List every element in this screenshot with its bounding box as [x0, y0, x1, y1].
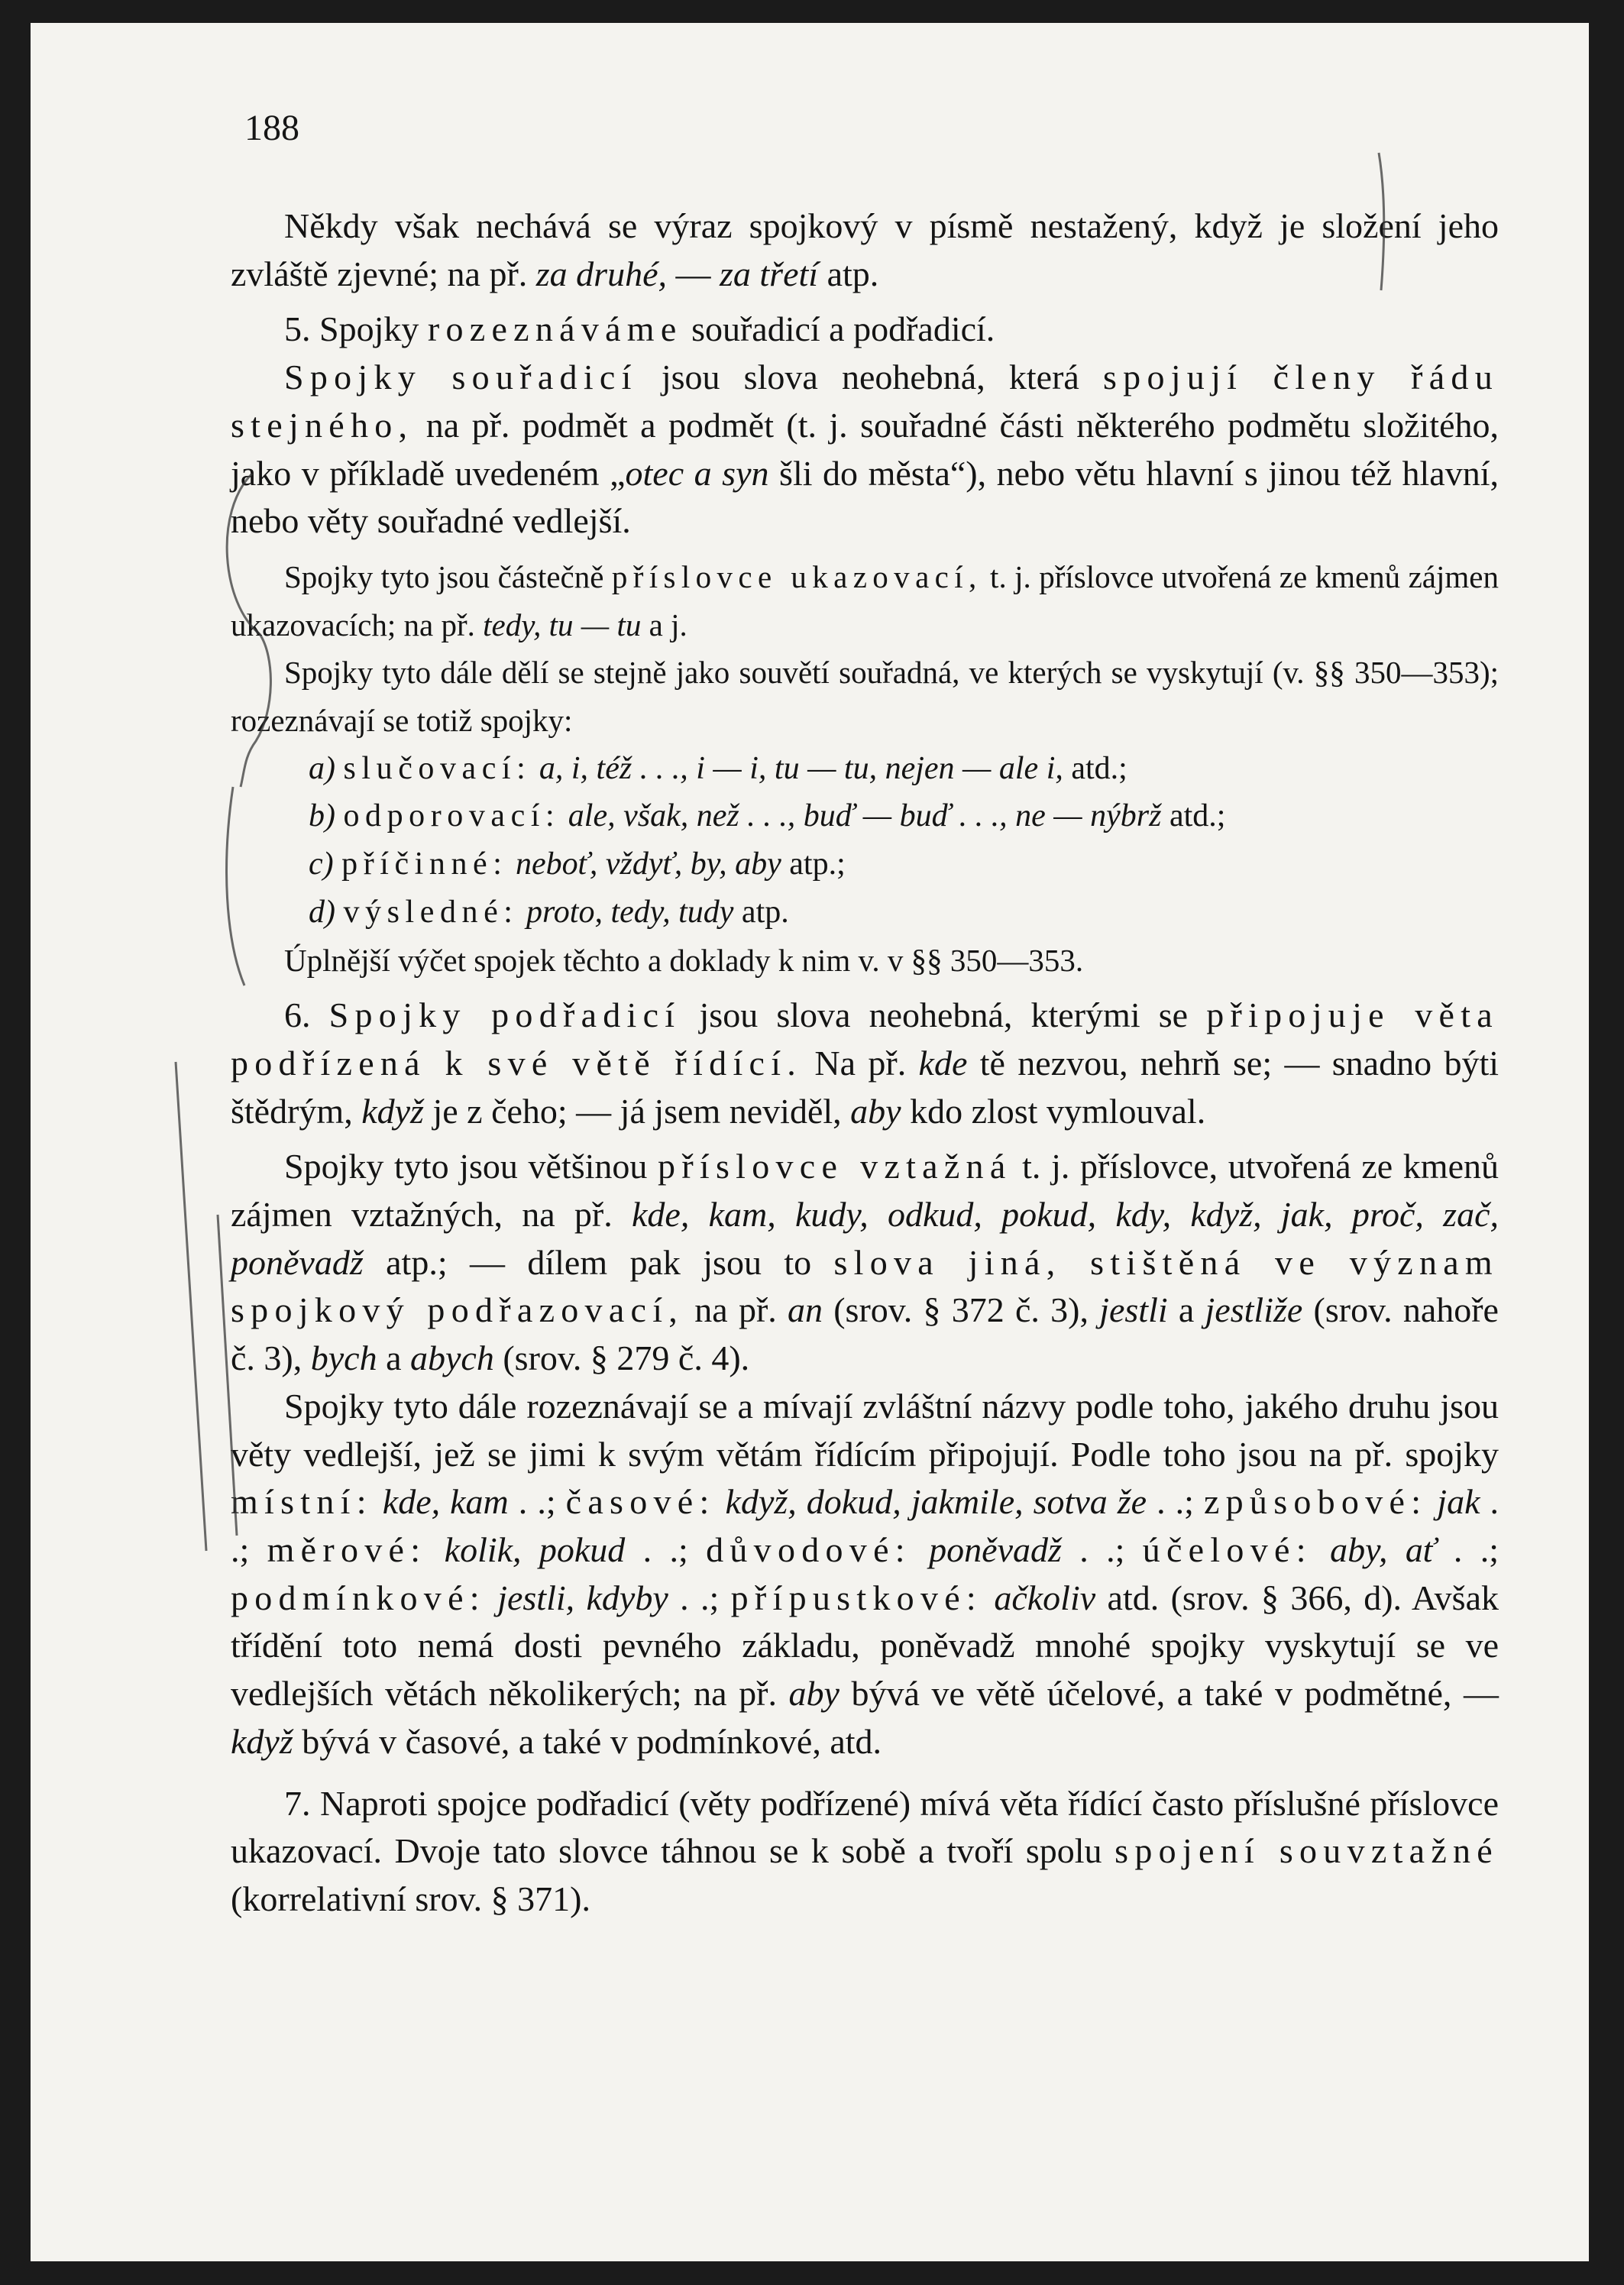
s5-p2-text-b: t. j. příslovce utvořená ze kmenů zájmen ukazovacích; na př. [231, 558, 1499, 642]
s5-p2-text-a: Spojky tyto jsou částečně [284, 558, 612, 594]
s6-p2-example-bych: bych [310, 1338, 377, 1378]
list-examples: ale, však, než . . ., buď — buď . . ., ne — nýbrž [568, 798, 1162, 834]
list-examples: proto, tedy, tudy [526, 894, 734, 930]
s6-text-c: Na př. [802, 1043, 919, 1083]
s5-term-coordinating: Spojky souřadicí [284, 358, 638, 397]
s6-text-e: je z čeho; — já jsem neviděl, [423, 1091, 851, 1131]
kind-purpose: účelové: [1142, 1529, 1312, 1569]
kind-separator: . .; [1061, 1529, 1143, 1569]
kind-place: místní: [231, 1482, 373, 1522]
section-7-paragraph [231, 1780, 1499, 1924]
pencil-stroke-margin [176, 1062, 206, 1551]
list-item [231, 840, 1499, 888]
s5-title-spaced: rozeznáváme [427, 309, 683, 349]
section-5-heading [231, 306, 1499, 354]
s6-p2-example-jestlize: jestliže [1205, 1290, 1303, 1330]
conjunction-list [231, 745, 1499, 937]
list-item [231, 792, 1499, 840]
s6-example-3: aby [850, 1091, 901, 1131]
kind-separator: . .; [668, 1578, 731, 1617]
s6-p2-text-a: Spojky tyto jsou většinou [284, 1147, 658, 1186]
kind-reason-examples: poněvadž [911, 1529, 1062, 1569]
s6-number: 6. [284, 995, 329, 1035]
intro-example-1: za druhé, [535, 254, 667, 293]
list-tail: atp. [733, 894, 789, 930]
s6-p2-text-e: (srov. § 372 č. 3), [823, 1290, 1100, 1330]
s5-p1-spaced: spojují členy řádu stejného, [231, 358, 1499, 445]
s6-p2-examples: kde, kam, kudy, odkud, pokud, kdy, když, jak, proč, zač, poněvadž [231, 1195, 1499, 1282]
kind-concession-examples: ačkoliv [982, 1578, 1096, 1617]
list-label: c) [309, 846, 334, 882]
s7-text-b: (korrelativní srov. § 371). [231, 1879, 590, 1918]
section-5-paragraph-3: Spojky tyto dále dělí se stejně jako souvětí souřadná, ve kterých se vyskytují (v. §§ 350—353); rozeznávají se totiž spojky: [231, 655, 1499, 739]
kind-reason: důvodové: [706, 1529, 911, 1569]
intro-text: Někdy však nechává se výraz spojkový v písmě nestažený, když je složení jeho zvláště zjevné; na př. [231, 206, 1499, 293]
list-label: a) [309, 750, 335, 786]
kind-condition-examples: jestli, kdyby [485, 1578, 668, 1617]
kind-time: časové: [565, 1482, 716, 1522]
s6-p3-example-kdyz: když [231, 1721, 293, 1761]
s5-p1-text-a: jsou slova neohebná, která [637, 358, 1103, 397]
s6-p2-text-b: t. j. příslovce, utvořená ze kmenů zájmen vztažných, na př. [231, 1147, 1499, 1235]
s6-p2-example-abych: abych [410, 1338, 494, 1378]
section-6-paragraph-2 [231, 1143, 1499, 1383]
s6-spaced-2: připojuje věta podřízená k své větě řídící. [231, 995, 1499, 1083]
kind-separator: . .; [1147, 1482, 1204, 1522]
kind-condition: podmínkové: [231, 1578, 486, 1617]
s6-p2-spaced-2: slova jiná, stištěná ve význam spojkový podřazovací, [231, 1242, 1499, 1330]
s6-text-d: tě nezvou, nehrň se; — snadno býti štědrým, [231, 1043, 1499, 1131]
s6-text-f: kdo zlost vymlouval. [901, 1091, 1206, 1131]
section-5-paragraph-1 [231, 354, 1499, 545]
intro-example-2: za třetí [720, 254, 819, 293]
list-tail: atd.; [1161, 798, 1226, 834]
page-body [231, 202, 1499, 1924]
section-5-paragraph-4: Úplnější výčet spojek těchto a doklady k nim v. v §§ 350—353. [284, 942, 1084, 978]
s6-p3-text-b: atd. (srov. § 366, d). Avšak třídění toto nemá dosti pevného základu, poněvadž mnohé spojky vyskytují se ve vedlejších větách několikerých; na př. [231, 1578, 1499, 1714]
list-name: výsledné: [343, 894, 519, 930]
list-examples: a, i, též . . ., i — i, tu — tu, nejen — ale i, [539, 750, 1063, 786]
s5-p1-text-b: na př. podmět a podmět (t. j. souřadné části některého podmětu složitého, jako v příkladě uvedeném „ [231, 405, 1499, 493]
section-5-paragraph-2 [231, 553, 1499, 649]
s6-p3-example-aby: aby [788, 1674, 839, 1714]
list-label: b) [309, 798, 335, 834]
s6-p3-text-d: bývá v časové, a také v podmínkové, atd. [293, 1721, 882, 1761]
s6-example-1: kde [918, 1043, 968, 1083]
kind-measure: měrové: [267, 1529, 427, 1569]
kind-manner: způsobové: [1203, 1482, 1428, 1522]
list-name: slučovací: [343, 750, 532, 786]
list-name: odporovací: [343, 798, 561, 834]
list-name: příčinné: [341, 846, 508, 882]
s6-p2-text-f: a [1167, 1290, 1205, 1330]
s6-p2-spaced: příslovce vztažná [658, 1147, 1012, 1186]
s6-p2-text-c: atp.; — dílem pak jsou to [363, 1242, 834, 1282]
s6-p2-example-an: an [788, 1290, 823, 1330]
section-6-paragraph-1 [231, 992, 1499, 1135]
kind-time-examples: když, dokud, jakmile, sotva že [715, 1482, 1147, 1522]
s6-text-b: jsou slova neohebná, kterými se [681, 995, 1207, 1035]
s6-example-2: když [361, 1091, 424, 1131]
s6-p3-text-a: Spojky tyto dále rozeznávají se a mívají zvláštní názvy podle toho, jakého druhu jsou věty vedlejší, jež se jimi k svým větám řídícím připojují. Podle toho jsou na př. spojky [231, 1386, 1499, 1474]
kind-manner-examples: jak [1427, 1482, 1480, 1522]
s6-p2-text-i: (srov. § 279 č. 4). [493, 1338, 750, 1378]
kind-concession: přípustkové: [730, 1578, 982, 1617]
s6-p3-text-c: bývá ve větě účelové, a také v podmětné, — [839, 1674, 1499, 1714]
s5-title-start: 5. Spojky [284, 309, 428, 349]
list-tail: atp.; [781, 846, 846, 882]
s7-text-a: 7. Naproti spojce podřadicí (věty podřízené) mívá věta řídící často příslušné příslovce ukazovací. Dvoje tato slovce táhnou se k sobě a tvoří spolu [231, 1783, 1499, 1871]
kind-place-examples: kde, kam [372, 1482, 509, 1522]
s6-p2-text-g: (srov. nahoře č. 3), [231, 1290, 1499, 1378]
s5-p2-example: tedy, tu — tu [483, 607, 642, 642]
list-tail: atd.; [1063, 750, 1127, 786]
s6-term-subordinating: Spojky podřadicí [328, 995, 681, 1035]
s5-p2-spaced: příslovce ukazovací, [611, 558, 982, 594]
list-item [231, 888, 1499, 937]
intro-dash: — [667, 254, 720, 293]
s5-p1-example: otec a syn [625, 453, 769, 493]
list-label: d) [309, 894, 335, 930]
list-examples: neboť, vždyť, by, aby [515, 846, 781, 882]
page-number: 188 [244, 108, 299, 148]
intro-tail: atp. [818, 254, 879, 293]
list-item [231, 745, 1499, 793]
s6-p2-text-d: na př. [684, 1290, 788, 1330]
section-6-paragraph-3 [231, 1383, 1499, 1766]
s6-p2-text-h: a [377, 1338, 411, 1378]
s5-title-end: souřadicí a podřadicí. [682, 309, 995, 349]
s6-p2-example-jestli: jestli [1099, 1290, 1168, 1330]
book-page [31, 23, 1589, 2261]
s7-spaced: spojení souvztažné [1114, 1831, 1499, 1871]
kind-purpose-examples: aby, ať [1312, 1529, 1436, 1569]
kind-separator: . .; [508, 1482, 566, 1522]
kind-separator: . .; [1435, 1529, 1499, 1569]
s5-p2-text-c: a j. [641, 607, 687, 642]
intro-paragraph [231, 202, 1499, 298]
kind-separator: . .; [625, 1529, 707, 1569]
kind-measure-examples: kolik, pokud [426, 1529, 626, 1569]
s5-p1-text-c: šli do města“), nebo větu hlavní s jinou též hlavní, nebo věty souřadné vedlejší. [231, 453, 1499, 541]
kind-separator: . .; [231, 1482, 1499, 1569]
